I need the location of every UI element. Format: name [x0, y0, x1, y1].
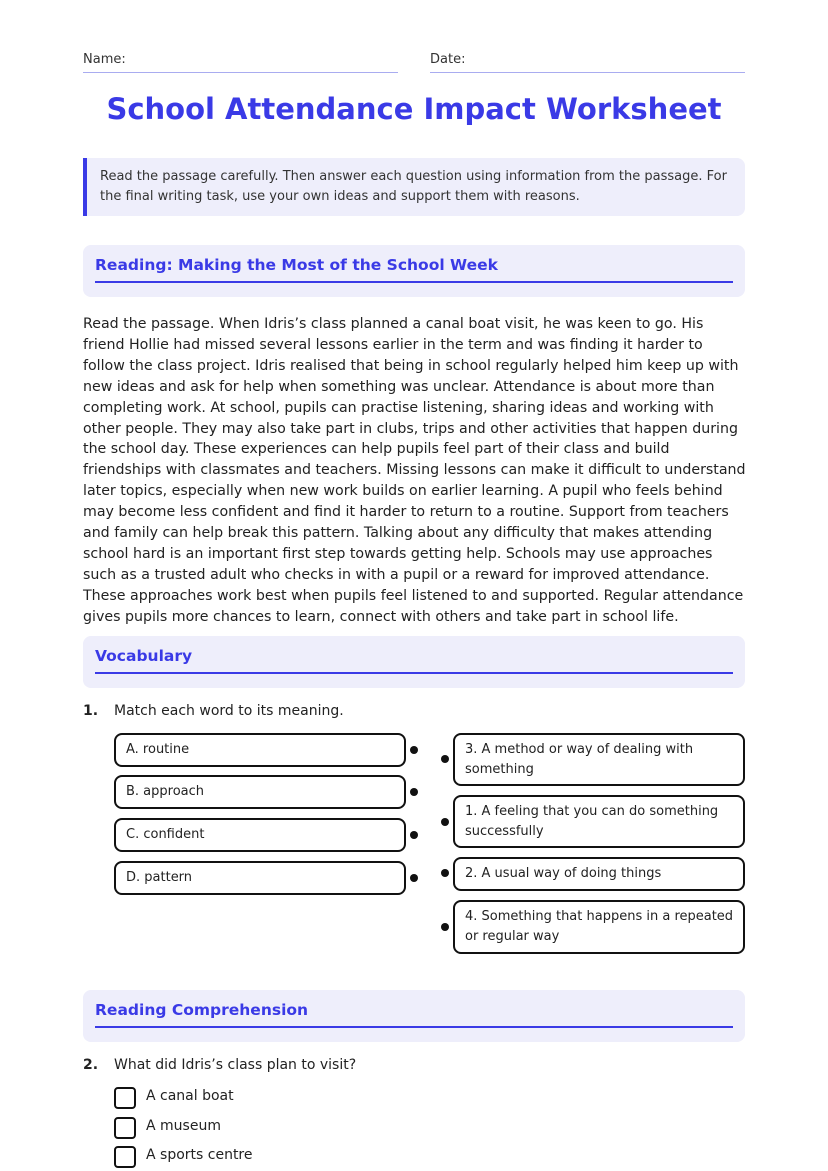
date-field[interactable]	[430, 52, 745, 73]
instructions-box: Read the passage carefully. Then answer each question using information from the passage. For the final writing task, use your own ideas and support them with reasons.	[83, 158, 745, 216]
vocabulary-section-header	[83, 636, 745, 688]
word-connector-dot[interactable]	[410, 831, 418, 839]
section-divider	[95, 281, 733, 283]
checkbox[interactable]	[114, 1087, 136, 1109]
worksheet-title: School Attendance Impact Worksheet	[106, 92, 722, 126]
match-meaning-box[interactable]: 2. A usual way of doing things	[453, 857, 745, 891]
vocabulary-heading: Vocabulary	[95, 647, 193, 665]
match-meaning-box[interactable]: 3. A method or way of dealing with something	[453, 733, 745, 786]
question-number: 1.	[83, 703, 99, 719]
word-connector-dot[interactable]	[410, 788, 418, 796]
name-label: Name:	[83, 52, 126, 67]
reading-section-header	[83, 245, 745, 297]
match-word-box[interactable]: A. routine	[114, 733, 406, 767]
option-label: A sports centre	[146, 1147, 253, 1163]
comprehension-section-header	[83, 990, 745, 1042]
section-divider	[95, 672, 733, 674]
match-word-box[interactable]: C. confident	[114, 818, 406, 852]
match-meaning-box[interactable]: 1. A feeling that you can do something successfully	[453, 795, 745, 848]
word-connector-dot[interactable]	[410, 746, 418, 754]
word-connector-dot[interactable]	[410, 874, 418, 882]
question-text: Match each word to its meaning.	[114, 703, 344, 719]
question-number: 2.	[83, 1057, 99, 1073]
meaning-connector-dot[interactable]	[441, 755, 449, 763]
match-meaning-box[interactable]: 4. Something that happens in a repeated or regular way	[453, 900, 745, 954]
checkbox[interactable]	[114, 1117, 136, 1139]
match-word-box[interactable]: D. pattern	[114, 861, 406, 895]
meaning-connector-dot[interactable]	[441, 869, 449, 877]
meaning-connector-dot[interactable]	[441, 818, 449, 826]
option-label: A canal boat	[146, 1088, 234, 1104]
date-label: Date:	[430, 52, 466, 67]
reading-passage: Read the passage. When Idris’s class planned a canal boat visit, he was keen to go. His friend Hollie had missed several lessons earlier in the term and was finding it harder to follow the class project. Idris realised that being in school regularly helped him keep up with new ideas and ask for help when something was unclear. Attendance is about more than completing work. At school, pupils can practise listening, sharing ideas and working with other people. They may also take part in clubs, trips and other activities that happen during the school day. These experiences can help pupils feel part of their class and build friendships with classmates and teachers. Missing lessons can make it difficult to understand later topics, especially when new work builds on earlier learning. A pupil who feels behind may become less confident and find it harder to return to a routine. Support from teachers and family can help break this pattern. Talking about any difficulty that makes attending school hard is an important first step towards getting help. Schools may use approaches such as a trusted adult who checks in with a pupil or a reward for improved attendance. These approaches work best when pupils feel listened to and supported. Regular attendance gives pupils more chances to learn, connect with others and take part in school life.	[83, 316, 746, 625]
comprehension-heading: Reading Comprehension	[95, 1001, 309, 1019]
section-divider	[95, 1026, 733, 1028]
option-label: A museum	[146, 1118, 221, 1134]
checkbox[interactable]	[114, 1146, 136, 1168]
meaning-connector-dot[interactable]	[441, 923, 449, 931]
reading-heading: Reading: Making the Most of the School Week	[95, 256, 498, 274]
match-word-box[interactable]: B. approach	[114, 775, 406, 809]
name-field[interactable]	[83, 52, 398, 73]
question-text: What did Idris’s class plan to visit?	[114, 1057, 357, 1073]
